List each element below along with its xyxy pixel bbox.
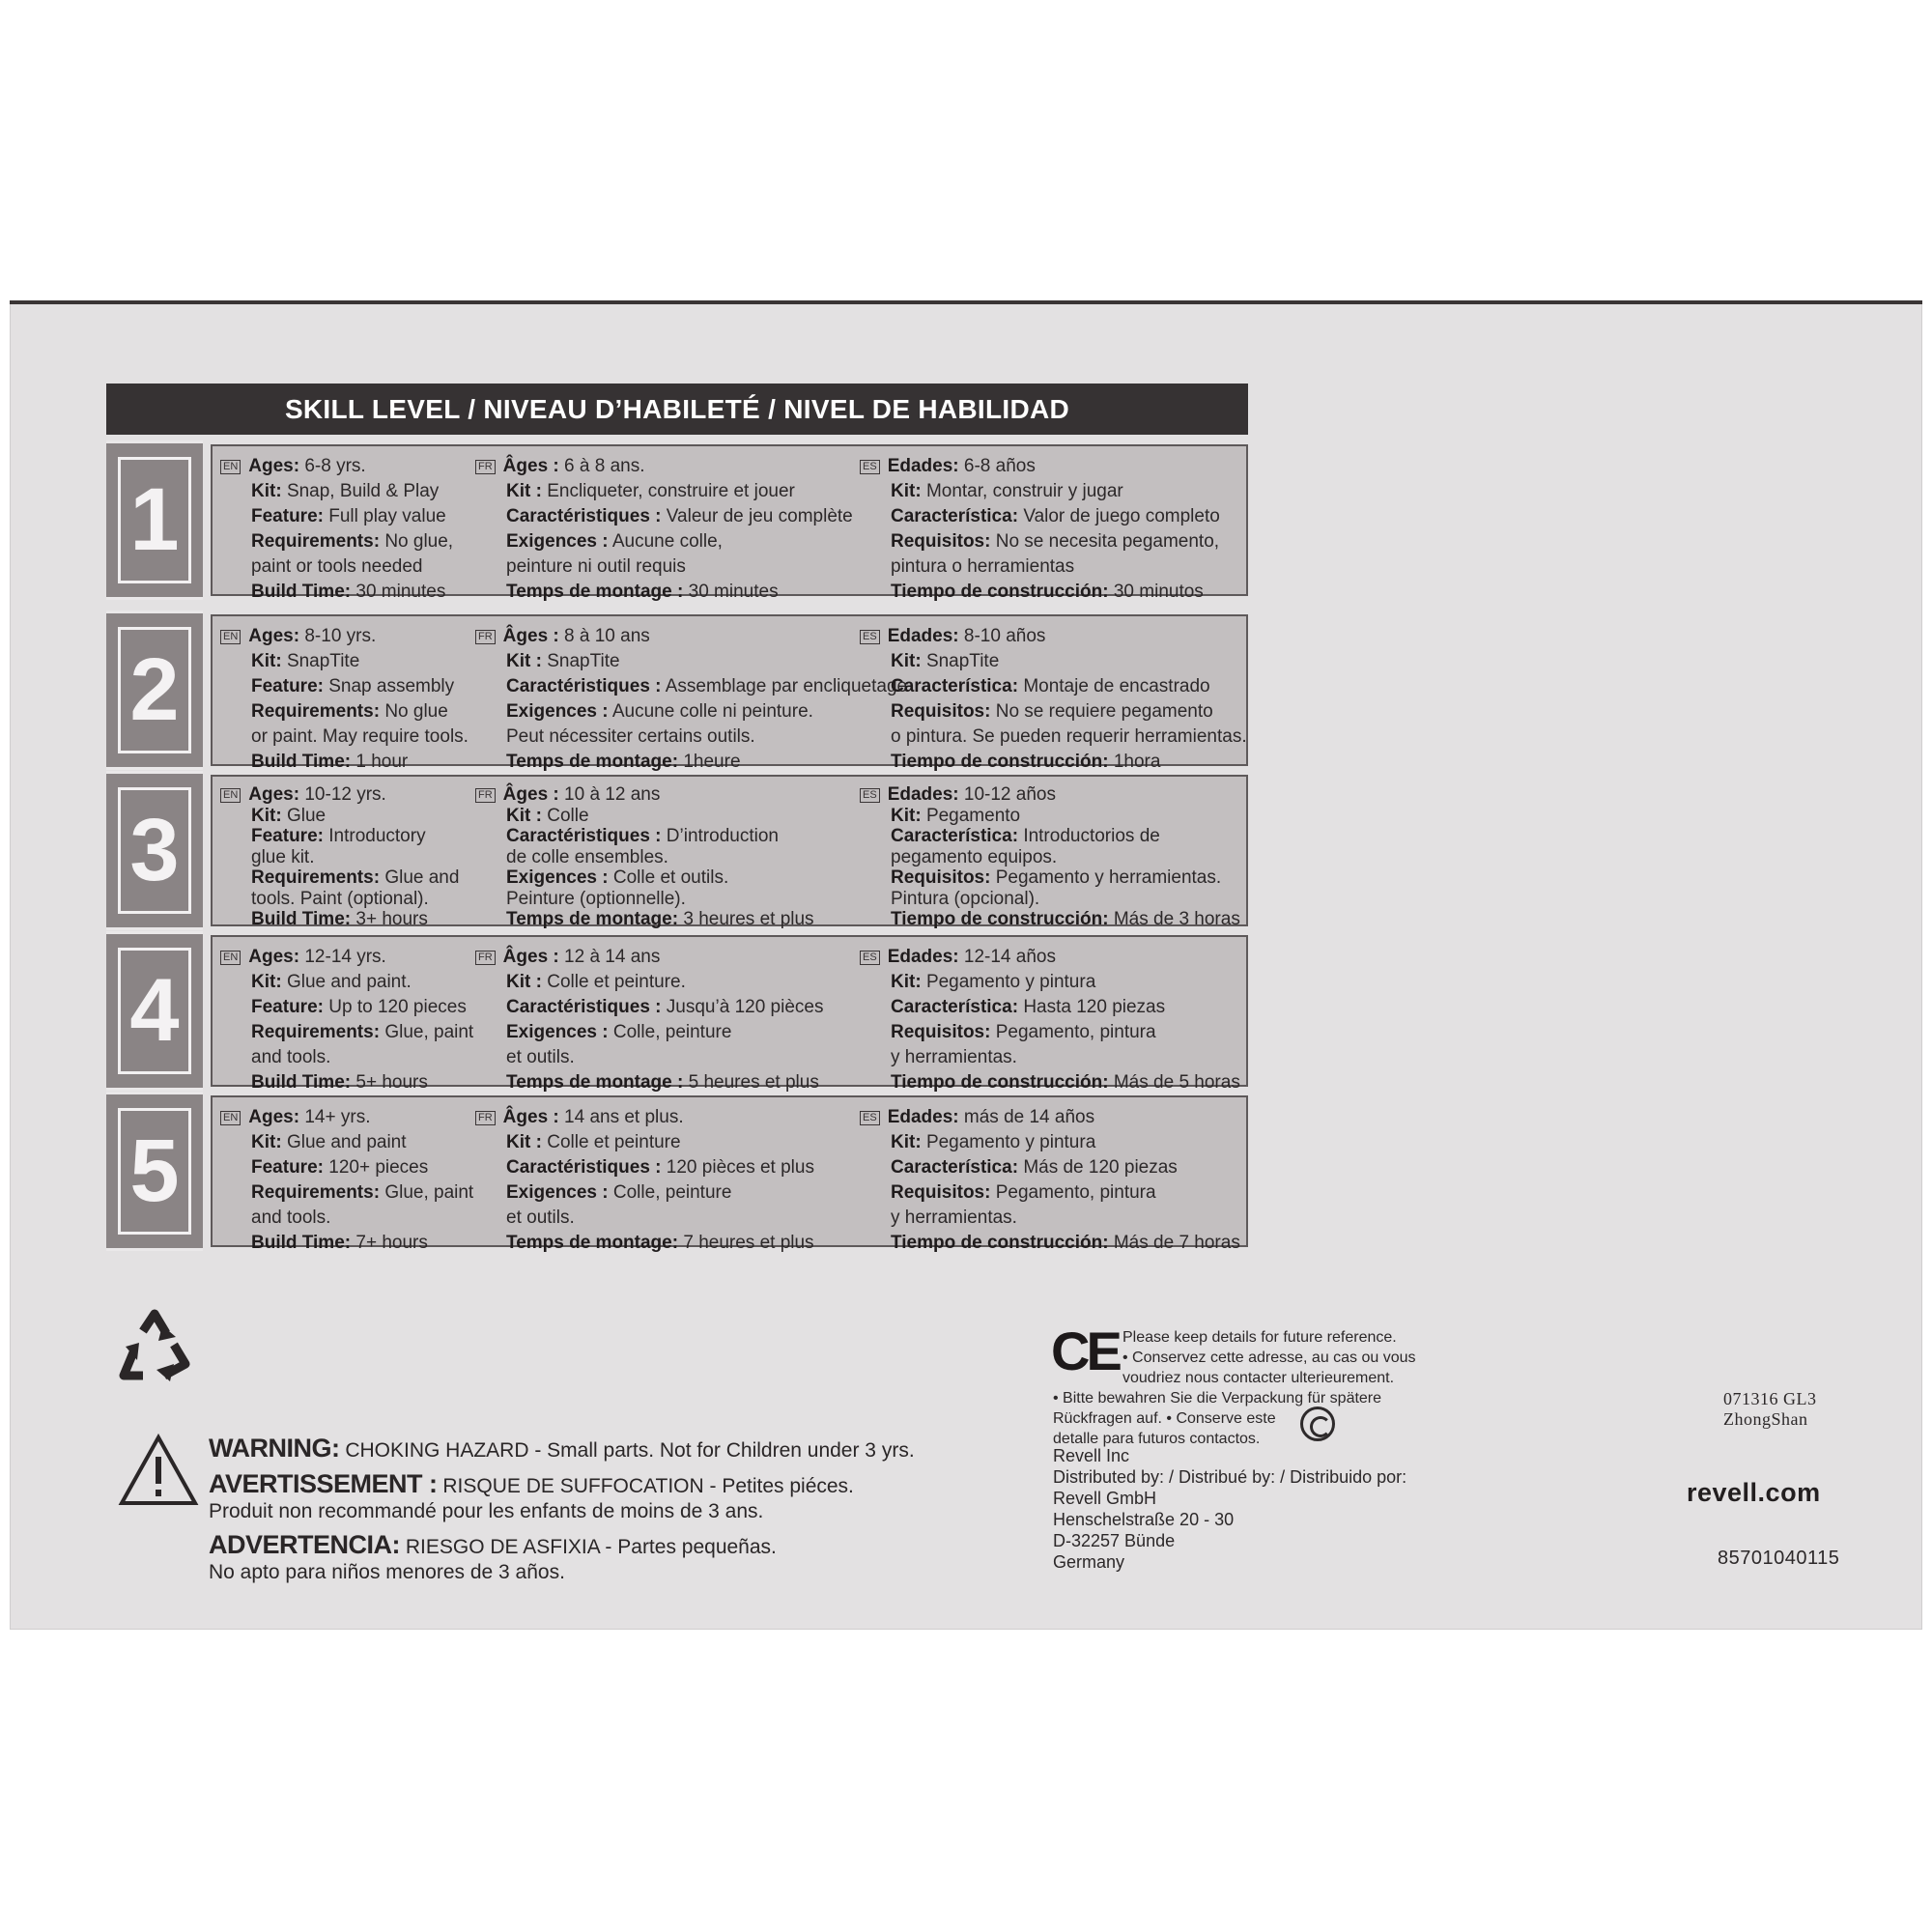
skill-level-number-frame [118, 948, 191, 1074]
skill-level-details [211, 775, 1248, 929]
skill-level-digit: 1 [129, 470, 180, 569]
language-tag: EN [220, 460, 241, 474]
keep-details-notice: Please keep details for future reference. • Conservez cette adresse, au cas ou vous voudriez nous contacter ulterieurement. • Bitte bewahren Sie die Verpackung für spätere Rückfragen auf. • Conserve este detalle para futuros contactos. [1053, 1329, 1416, 1447]
language-tag: ES [860, 460, 880, 474]
skill-level-row [106, 1092, 1248, 1251]
language-tag: FR [475, 1111, 496, 1125]
warning-triangle-icon [118, 1434, 199, 1507]
skill-level-number-frame [118, 457, 191, 583]
skill-level-en-column: EN Ages: 8-10 yrs. Kit: SnapTite Feature: Snap assembly Requirements: No glue or paint. May require tools. Build Time: 1 hour [220, 624, 469, 775]
skill-level-details [211, 935, 1248, 1093]
skill-level-row [106, 771, 1248, 930]
skill-level-fr-column: FR Âges : 6 à 8 ans. Kit : Encliqueter, construire et jouer Caractéristiques : Valeur de jeu complète Exigences : Aucune colle, peinture ni outil requis Temps de montage : 30 minutes [475, 454, 853, 605]
language-tag: FR [475, 630, 496, 644]
language-tag: EN [220, 630, 241, 644]
language-tag: EN [220, 788, 241, 803]
language-tag: EN [220, 1111, 241, 1125]
skill-level-es-column: ES Edades: más de 14 años Kit: Pegamento y pintura Característica: Más de 120 piezas Requisitos: Pegamento, pintura y herramientas. Tiempo de construcción: Más de 7 horas [860, 1105, 1240, 1256]
language-tag: ES [860, 951, 880, 965]
skill-level-es-column: ES Edades: 8-10 años Kit: SnapTite Característica: Montaje de encastrado Requisitos: No se requiere pegamento o pintura. Se pueden requerir herramientas. Tiempo de construcción: 1hora [860, 624, 1247, 775]
barcode-number: 85701040115 [1718, 1548, 1840, 1569]
skill-level-es-column: ES Edades: 6-8 años Kit: Montar, construir y jugar Característica: Valor de juego completo Requisitos: No se necesita pegamento, pintura o herramientas Tiempo de construcción: 30 minutos [860, 454, 1220, 605]
language-tag: FR [475, 951, 496, 965]
skill-level-number-frame [118, 1108, 191, 1235]
skill-level-en-column: EN Ages: 6-8 yrs. Kit: Snap, Build & Play Feature: Full play value Requirements: No glue, paint or tools needed Build Time: 30 minutes [220, 454, 453, 605]
choking-hazard-warnings [209, 1435, 915, 1593]
skill-level-en-column: EN Ages: 12-14 yrs. Kit: Glue and paint. Feature: Up to 120 pieces Requirements: Glue, paint and tools. Build Time: 5+ hours [220, 945, 473, 1095]
skill-level-fr-column: FR Âges : 10 à 12 ans Kit : Colle Caractéristiques : D’introduction de colle ensembles. Exigences : Colle et outils. Peinture (optionnelle). Temps de montage: 3 heures et plus [475, 784, 814, 930]
language-tag: FR [475, 460, 496, 474]
skill-level-digit: 2 [129, 640, 180, 739]
language-tag: ES [860, 630, 880, 644]
skill-level-digit: 4 [129, 961, 180, 1060]
production-code: 071316 GL3 ZhongShan [1723, 1389, 1817, 1429]
distributor-address: Revell Inc Distributed by: / Distribué by: / Distribuido por: Revell GmbH Henschelstraße 20 - 30 D-32257 Bünde Germany [1053, 1446, 1407, 1572]
skill-level-row [106, 931, 1248, 1091]
skill-level-number [106, 771, 203, 930]
skill-level-details [211, 444, 1248, 602]
skill-level-number [106, 611, 203, 770]
skill-level-en-column: EN Ages: 14+ yrs. Kit: Glue and paint Feature: 120+ pieces Requirements: Glue, paint and tools. Build Time: 7+ hours [220, 1105, 473, 1256]
skill-level-row [106, 440, 1248, 600]
skill-level-digit: 5 [129, 1122, 180, 1220]
skill-level-fr-column: FR Âges : 14 ans et plus. Kit : Colle et peinture Caractéristiques : 120 pièces et plus Exigences : Colle, peinture et outils. Temps de montage: 7 heures et plus [475, 1105, 814, 1256]
skill-level-details [211, 614, 1248, 772]
green-dot-icon [1300, 1406, 1335, 1441]
skill-level-fr-column: FR Âges : 8 à 10 ans Kit : SnapTite Caractéristiques : Assemblage par encliquetage Exigences : Aucune colle ni peinture. Peut nécessiter certains outils. Temps de montage: 1heure [475, 624, 907, 775]
skill-level-digit: 3 [129, 801, 180, 899]
language-tag: ES [860, 1111, 880, 1125]
skill-level-number-frame [118, 627, 191, 753]
language-tag: ES [860, 788, 880, 803]
skill-level-number-frame [118, 787, 191, 914]
skill-level-row [106, 611, 1248, 770]
skill-level-fr-column: FR Âges : 12 à 14 ans Kit : Colle et peinture. Caractéristiques : Jusqu’à 120 pièces Exigences : Colle, peinture et outils. Temps de montage : 5 heures et plus [475, 945, 823, 1095]
skill-level-en-column: EN Ages: 10-12 yrs. Kit: Glue Feature: Introductory glue kit. Requirements: Glue and tools. Paint (optional). Build Time: 3+ hours [220, 784, 459, 930]
warning-es: ADVERTENCIA: RIESGO DE ASFIXIA - Partes pequeñas. No apto para niños menores de 3 años. [209, 1530, 777, 1583]
skill-level-title: SKILL LEVEL / NIVEAU D’HABILETÉ / NIVEL DE HABILIDAD [106, 384, 1248, 435]
warning-fr: AVERTISSEMENT : RISQUE DE SUFFOCATION - Petites piéces. Produit non recommandé pour les enfants de moins de 3 ans. [209, 1469, 854, 1522]
skill-level-es-column: ES Edades: 10-12 años Kit: Pegamento Característica: Introductorios de pegamento equipos. Requisitos: Pegamento y herramientas. Pintura (opcional). Tiempo de construcción: Más de 3 horas [860, 784, 1240, 930]
skill-level-number [106, 931, 203, 1091]
skill-level-number [106, 440, 203, 600]
warning-en: WARNING: CHOKING HAZARD - Small parts. Not for Children under 3 yrs. [209, 1434, 915, 1463]
website: revell.com [1687, 1478, 1821, 1507]
language-tag: FR [475, 788, 496, 803]
recycle-icon [114, 1308, 195, 1389]
language-tag: EN [220, 951, 241, 965]
package-back-panel [10, 303, 1922, 1630]
skill-level-number [106, 1092, 203, 1251]
skill-level-es-column: ES Edades: 12-14 años Kit: Pegamento y pintura Característica: Hasta 120 piezas Requisitos: Pegamento, pintura y herramientas. Tiempo de construcción: Más de 5 horas [860, 945, 1240, 1095]
skill-level-details [211, 1095, 1248, 1253]
ce-mark-icon: CE [1051, 1321, 1119, 1381]
